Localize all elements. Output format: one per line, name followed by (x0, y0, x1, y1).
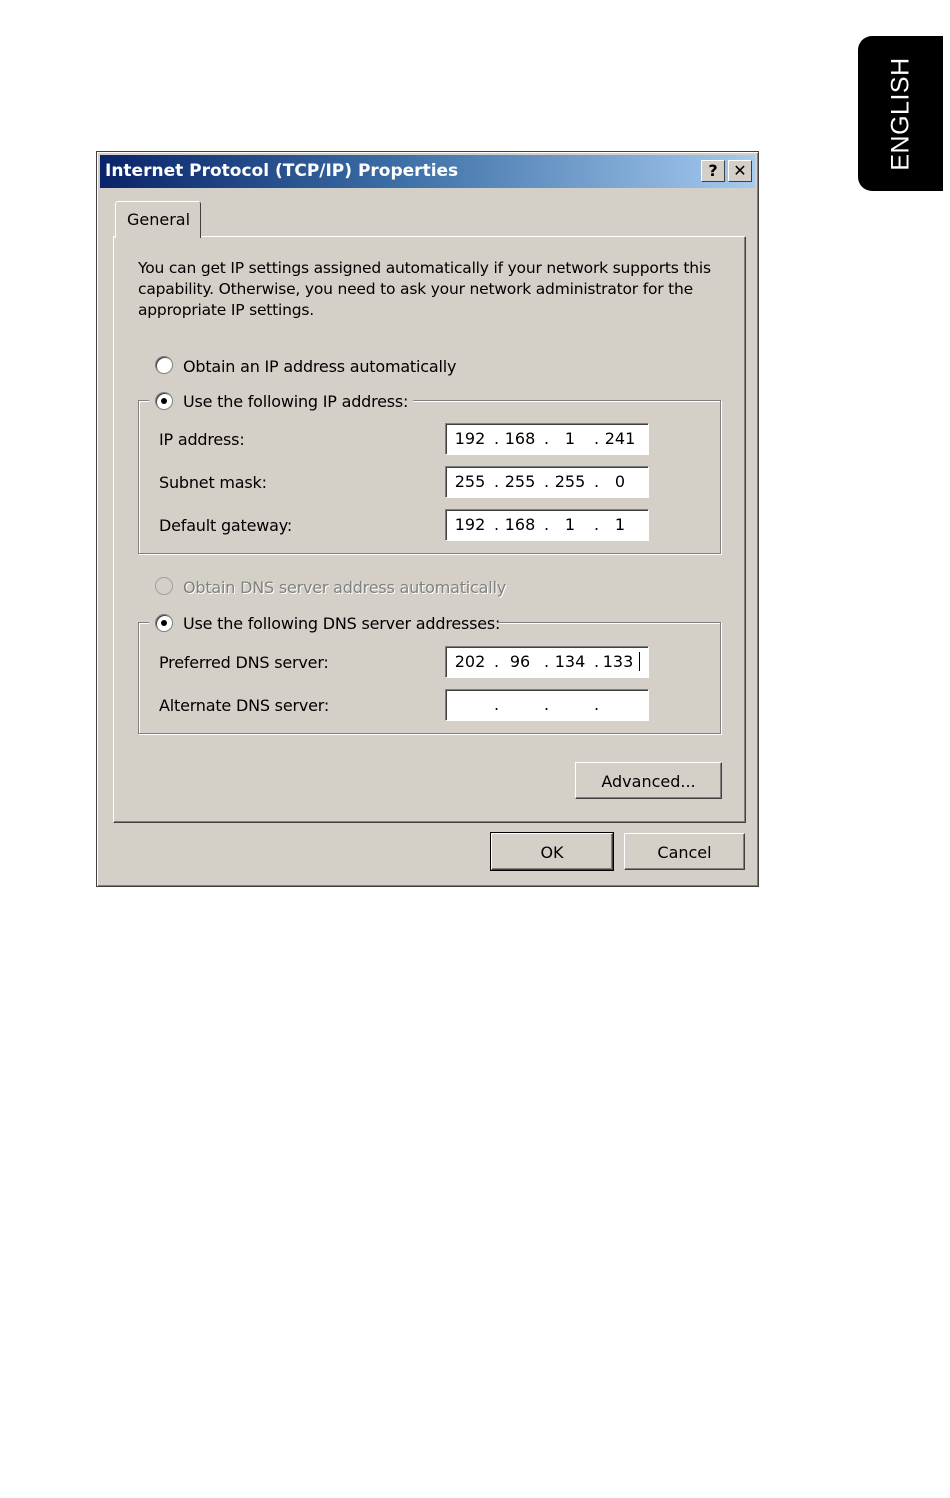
language-tab (858, 36, 943, 191)
obtain-dns-auto-label[interactable]: Obtain DNS server address automatically (183, 578, 506, 597)
ip-octet-3: 1 (564, 429, 576, 448)
alternate-dns-input[interactable]: . . . (445, 689, 649, 721)
use-following-dns-label[interactable]: Use the following DNS server addresses: (183, 614, 501, 633)
subnet-mask-input[interactable]: 255 . 255 . 255 . 0 (445, 466, 649, 498)
default-gateway-label: Default gateway: (159, 516, 293, 535)
gateway-octet-2: 168 (504, 515, 536, 534)
gateway-octet-3: 1 (564, 515, 576, 534)
ip-octet-4: 241 (604, 429, 636, 448)
description-text: You can get IP settings assigned automatically if your network supports this capability. Otherwise, you need to ask your network administrator for the appropriate IP settings. (138, 259, 711, 319)
ok-button[interactable] (491, 833, 613, 870)
dialog-title: Internet Protocol (TCP/IP) Properties (105, 161, 459, 181)
ok-button-label: OK (540, 843, 564, 862)
ip-address-label: IP address: (159, 430, 245, 449)
obtain-dns-auto-radio[interactable] (155, 577, 173, 595)
default-gateway-input[interactable]: 192 . 168 . 1 . 1 (445, 509, 649, 541)
obtain-ip-auto-radio[interactable] (155, 356, 173, 374)
gateway-octet-1: 192 (454, 515, 486, 534)
close-button[interactable]: ✕ (728, 160, 752, 182)
preferred-dns-label: Preferred DNS server: (159, 653, 329, 672)
advanced-button[interactable] (575, 762, 722, 799)
gateway-octet-4: 1 (614, 515, 626, 534)
preferred-dns-input[interactable]: 202 . 96 . 134 . 133 (445, 646, 649, 678)
use-following-dns-radio[interactable] (155, 614, 173, 632)
help-button[interactable]: ? (701, 160, 725, 182)
obtain-ip-auto-label[interactable]: Obtain an IP address automatically (183, 357, 457, 376)
use-following-ip-label[interactable]: Use the following IP address: (183, 392, 409, 411)
mask-octet-2: 255 (504, 472, 536, 491)
alternate-dns-label: Alternate DNS server: (159, 696, 330, 715)
tcpip-properties-dialog (96, 151, 759, 887)
cancel-button[interactable] (624, 833, 745, 870)
title-bar[interactable] (100, 155, 755, 188)
text-caret (639, 652, 640, 671)
subnet-mask-label: Subnet mask: (159, 473, 267, 492)
language-label: ENGLISH (886, 56, 914, 171)
ip-address-input[interactable]: 192 . 168 . 1 . 241 (445, 423, 649, 455)
use-following-ip-radio[interactable] (155, 392, 173, 410)
mask-octet-3: 255 (554, 472, 586, 491)
dns1-octet-4: 133 (602, 652, 634, 671)
ip-octet-2: 168 (504, 429, 536, 448)
advanced-button-label: Advanced... (601, 772, 696, 791)
mask-octet-1: 255 (454, 472, 486, 491)
tab-general[interactable] (115, 201, 201, 238)
mask-octet-4: 0 (614, 472, 626, 491)
cancel-button-label: Cancel (657, 843, 712, 862)
dns1-octet-2: 96 (509, 652, 531, 671)
dns1-octet-3: 134 (554, 652, 586, 671)
dns1-octet-1: 202 (454, 652, 486, 671)
tab-general-label: General (127, 210, 191, 229)
ip-octet-1: 192 (454, 429, 486, 448)
